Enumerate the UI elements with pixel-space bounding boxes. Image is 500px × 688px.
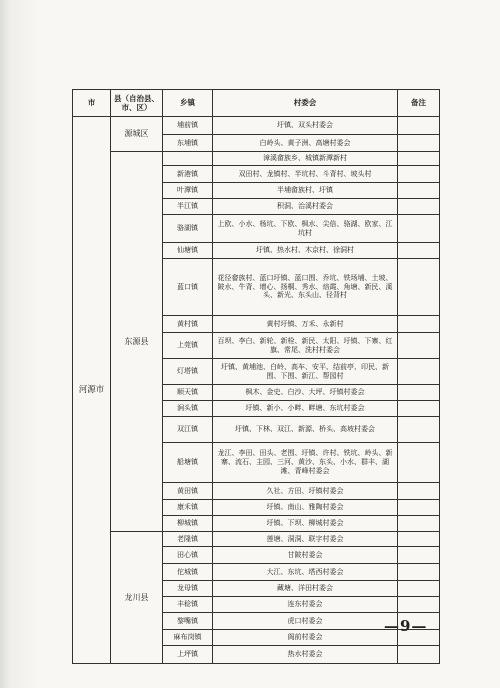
village-cell: 枫木、金史、白沙、大坪、圩镇村委会 — [213, 385, 398, 401]
note-cell — [398, 385, 440, 401]
note-cell — [398, 532, 440, 547]
note-cell — [398, 581, 440, 597]
village-cell: 藏塘、洋田村委会 — [213, 581, 398, 597]
town-cell: 骆湖镇 — [163, 215, 213, 243]
town-cell: 双江镇 — [163, 417, 213, 443]
note-cell — [398, 117, 440, 135]
county-cell: 龙川县 — [111, 532, 163, 664]
town-cell: 黄田镇 — [163, 483, 213, 500]
village-cell: 龙江、李田、田头、老围、圩镇、许村、铁坑、岭头、新寨、流石、主园、三河、黄沙、东头、小水、群丰、湖滩、青峰村委会 — [213, 443, 398, 483]
town-cell: 顺天镇 — [163, 385, 213, 401]
note-cell — [398, 259, 440, 316]
note-cell — [398, 135, 440, 152]
note-cell — [398, 516, 440, 532]
village-cell: 花径畲族村、蓝口圩镇、蓝口围、乔坑、铁场埔、土坡、陂水、牛背、增心、扬桐、秀水、焙霞、角塘、新民、溪头、新光、东头山、径背村 — [213, 259, 398, 316]
note-cell — [398, 316, 440, 333]
town-cell: 蓝口镇 — [163, 259, 213, 316]
city-cell: 河源市 — [73, 117, 111, 664]
village-cell: 热水村委会 — [213, 646, 398, 664]
note-cell — [398, 547, 440, 564]
header-village: 村委会 — [213, 90, 398, 117]
village-cell: 双田村、龙镇村、半坑村、斗背村、坡头村 — [213, 166, 398, 183]
note-cell — [398, 443, 440, 483]
town-cell: 佗城镇 — [163, 564, 213, 581]
county-cell: 东源县 — [111, 152, 163, 532]
note-cell — [398, 597, 440, 613]
village-table — [72, 89, 440, 664]
town-cell: 叶潭镇 — [163, 183, 213, 199]
town-cell: 康禾镇 — [163, 500, 213, 516]
village-cell: 连东村委会 — [213, 597, 398, 613]
town-cell: 老隆镇 — [163, 532, 213, 547]
village-cell: 半埔畲族村、圩镇 — [213, 183, 398, 199]
village-cell: 虎口村委会 — [213, 613, 398, 630]
note-cell — [398, 401, 440, 417]
table-row — [73, 532, 440, 547]
village-cell: 圩镇、下林、双江、新源、桥头、高坡村委会 — [213, 417, 398, 443]
header-city: 市 — [73, 90, 111, 117]
town-cell: 东埔镇 — [163, 135, 213, 152]
note-cell — [398, 359, 440, 385]
note-cell — [398, 483, 440, 500]
village-cell: 圩镇、热水村、木京村、徐洞村 — [213, 243, 398, 259]
town-cell: 田心镇 — [163, 547, 213, 564]
village-cell: 黄村圩镇、万禾、永新村 — [213, 316, 398, 333]
village-cell: 圩镇、双头村委会 — [213, 117, 398, 135]
note-cell — [398, 183, 440, 199]
table-body — [73, 117, 440, 664]
village-cell: 上欧、小水、杨坑、下欧、枫水、尖倍、骆湖、欧家、江坑村 — [213, 215, 398, 243]
note-cell — [398, 166, 440, 183]
village-cell: 白岭头、黄子洲、高塘村委会 — [213, 135, 398, 152]
county-cell: 源城区 — [111, 117, 163, 152]
town-cell: 丰稔镇 — [163, 597, 213, 613]
note-cell — [398, 646, 440, 664]
town-cell: 埔前镇 — [163, 117, 213, 135]
note-cell — [398, 500, 440, 516]
village-cell: 圩镇、南山、雅陶村委会 — [213, 500, 398, 516]
village-cell: 漳溪畲族乡、城镇新潭新村 — [213, 152, 398, 166]
village-cell: 甘陂村委会 — [213, 547, 398, 564]
town-cell: 新港镇 — [163, 166, 213, 183]
town-cell: 半江镇 — [163, 199, 213, 215]
note-cell — [398, 564, 440, 581]
town-cell — [163, 152, 213, 166]
note-cell — [398, 333, 440, 359]
village-cell: 莲塘、洞洞、联字村委会 — [213, 532, 398, 547]
note-cell — [398, 152, 440, 166]
village-cell: 阁前村委会 — [213, 630, 398, 646]
header-county: 县（自治县、市、区） — [111, 90, 163, 117]
town-cell: 龙母镇 — [163, 581, 213, 597]
town-cell: 上莞镇 — [163, 333, 213, 359]
village-cell: 圩镇、新小、小畔、畔塘、东坑村委会 — [213, 401, 398, 417]
note-cell — [398, 243, 440, 259]
note-cell — [398, 417, 440, 443]
town-cell: 灯塔镇 — [163, 359, 213, 385]
town-cell: 黎嘴镇 — [163, 613, 213, 630]
town-cell: 船塘镇 — [163, 443, 213, 483]
town-cell: 柳城镇 — [163, 516, 213, 532]
note-cell — [398, 199, 440, 215]
table-header-row — [73, 90, 440, 117]
town-cell: 上坪镇 — [163, 646, 213, 664]
town-cell: 仙塘镇 — [163, 243, 213, 259]
village-cell: 圩镇、黄埔池、白岭、高车、安平、结前亭、印民、新围、下围、新江、帮园村 — [213, 359, 398, 385]
village-cell: 圩镇、下坝、柳城村委会 — [213, 516, 398, 532]
town-cell: 麻布岗镇 — [163, 630, 213, 646]
note-cell — [398, 215, 440, 243]
village-cell: 久社、方田、圩镇村委会 — [213, 483, 398, 500]
village-cell: 百坝、李白、新轮、新栓、新民、太阳、圩镇、下寨、红旗、常尾、洗村村委会 — [213, 333, 398, 359]
page-number: —9— — [384, 617, 428, 635]
village-cell: 大江、东坑、塔西村委会 — [213, 564, 398, 581]
town-cell: 黄村镇 — [163, 316, 213, 333]
village-cell: 积洞、治溪村委会 — [213, 199, 398, 215]
table-row — [73, 117, 440, 135]
town-cell: 涧头镇 — [163, 401, 213, 417]
header-town: 乡镇 — [163, 90, 213, 117]
header-note: 备注 — [398, 90, 440, 117]
table-row — [73, 152, 440, 166]
